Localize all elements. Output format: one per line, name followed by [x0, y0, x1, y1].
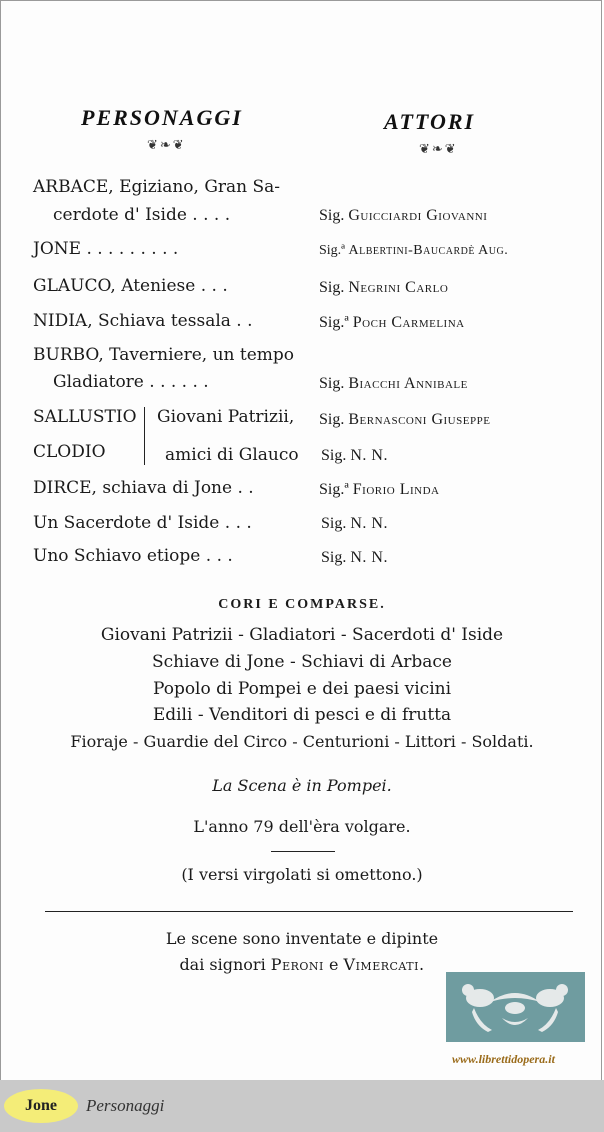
actor-title: Sig.ª — [319, 243, 346, 258]
actor-name: Guicciardi Giovanni — [348, 207, 488, 224]
cast-role-jone: JONE . . . . . . . . . — [33, 239, 179, 259]
footer-title[interactable]: Jone — [4, 1089, 78, 1123]
site-logo[interactable] — [446, 972, 585, 1042]
actor-name: Albertini-Baucardè Aug. — [348, 243, 509, 258]
ornament-right: ❦❧❦ — [419, 142, 458, 157]
actor-name: N. N. — [350, 549, 388, 566]
actor-title: Sig. — [319, 375, 345, 392]
cast-role-schiavo: Uno Schiavo etiope . . . — [33, 546, 233, 566]
cast-role-burbo-l2: Gladiatore . . . . . . — [53, 372, 209, 392]
credits-conj: e — [328, 955, 339, 974]
chorus-line: Schiave di Jone - Schiavi di Arbace — [152, 652, 452, 672]
cast-role-dirce: DIRCE, schiava di Jone . . — [33, 478, 254, 498]
actor-name: N. N. — [350, 447, 388, 464]
cast-actor-arbace — [319, 207, 487, 225]
cast-actor-burbo — [319, 375, 468, 393]
brace — [144, 407, 151, 465]
cast-actor-nidia — [319, 314, 465, 332]
cast-actor-glauco — [319, 279, 448, 297]
chorus-title: CORI E COMPARSE. — [218, 597, 386, 612]
cast-role-arbace-l2: cerdote d' Iside . . . . — [53, 205, 231, 225]
cast-role-sallustio: SALLUSTIO — [33, 407, 137, 427]
credits-name: Vimercati. — [343, 955, 425, 974]
actor-name: Fiorio Linda — [352, 481, 440, 498]
actor-name: Bernasconi Giuseppe — [348, 411, 491, 428]
actor-name: Poch Carmelina — [352, 314, 465, 331]
footer-bar — [0, 1080, 604, 1132]
actor-title: Sig. — [319, 279, 345, 296]
actor-name: N. N. — [350, 515, 388, 532]
cast-role-burbo-l1: BURBO, Taverniere, un tempo — [33, 345, 294, 365]
credits-name: Peroni — [270, 955, 324, 974]
actor-title: Sig. — [321, 549, 347, 566]
cast-role-clodio: CLODIO — [33, 442, 106, 462]
ornament-left: ❦❧❦ — [147, 138, 186, 153]
credits-prefix: dai signori — [179, 955, 266, 974]
cast-role-nidia: NIDIA, Schiava tessala . . — [33, 311, 253, 331]
personaggi-heading: PERSONAGGI — [81, 105, 243, 130]
actor-title: Sig.ª — [319, 314, 349, 331]
cherubs-emblem-icon — [446, 972, 585, 1042]
cast-role-glauco: GLAUCO, Ateniese . . . — [33, 276, 228, 296]
cast-actor-jone — [319, 243, 508, 259]
scene-location: La Scena è in Pompei. — [212, 776, 392, 795]
actor-title: Sig. — [321, 447, 347, 464]
brace-note-line2: amici di Glauco — [165, 445, 299, 465]
short-rule — [271, 851, 335, 852]
site-url[interactable]: www.librettidopera.it — [452, 1052, 555, 1066]
divider-rule — [45, 911, 573, 912]
cast-role-sacerdote: Un Sacerdote d' Iside . . . — [33, 513, 252, 533]
footer-subtitle: Personaggi — [86, 1096, 165, 1115]
chorus-line: Fioraje - Guardie del Circo - Centurioni - Littori - Soldati. — [70, 732, 534, 751]
chorus-line: Giovani Patrizii - Gladiatori - Sacerdoti d' Iside — [100, 625, 504, 645]
cast-actor-sacerdote — [321, 515, 388, 533]
actor-name: Negrini Carlo — [348, 279, 449, 296]
credits-line1: Le scene sono inventate e dipinte — [165, 929, 439, 948]
cast-actor-sallustio — [319, 411, 490, 429]
cast-actor-clodio — [321, 447, 388, 465]
actor-title: Sig. — [319, 411, 345, 428]
cast-actor-dirce — [319, 481, 439, 499]
chorus-line: Edili - Venditori di pesci e di frutta — [152, 705, 452, 725]
cast-actor-schiavo — [321, 549, 388, 567]
verses-note: (I versi virgolati si omettono.) — [181, 865, 423, 884]
attori-heading: ATTORI — [384, 109, 476, 134]
actor-title: Sig. — [319, 207, 345, 224]
brace-note-line1: Giovani Patrizii, — [157, 407, 295, 427]
actor-name: Biacchi Annibale — [348, 375, 468, 392]
actor-title: Sig. — [321, 515, 347, 532]
cast-role-arbace-l1: ARBACE, Egiziano, Gran Sa- — [33, 177, 281, 197]
year-line: L'anno 79 dell'èra volgare. — [193, 817, 411, 836]
actor-title: Sig.ª — [319, 481, 349, 498]
chorus-line: Popolo di Pompei e dei paesi vicini — [152, 679, 452, 699]
